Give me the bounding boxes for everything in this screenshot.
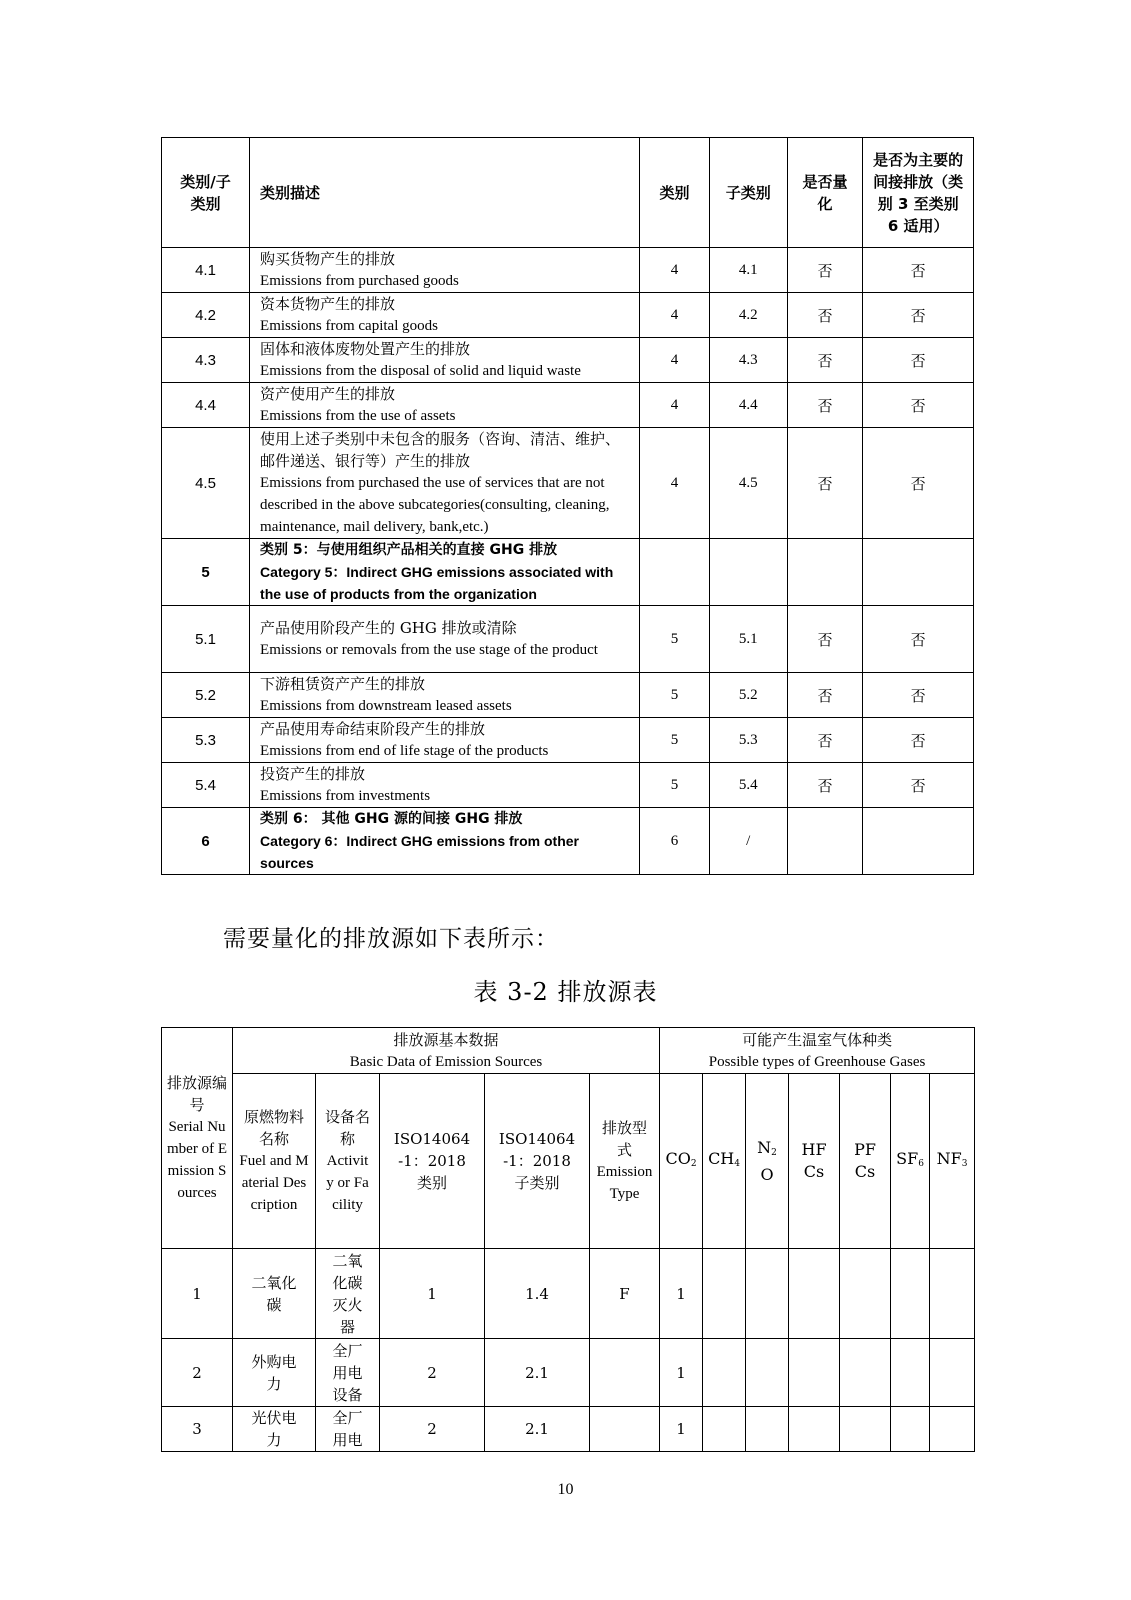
row-major: 否 [863, 763, 974, 808]
row-quantified: 否 [787, 248, 863, 293]
row-description-zh: 使用上述子类别中未包含的服务（咨询、清洁、维护、邮件递送、银行等）产生的排放 [260, 430, 621, 470]
header-type-en: Emission Type [596, 1164, 653, 1202]
row-major: 否 [863, 673, 974, 718]
row-description [250, 606, 640, 673]
row-category: 5 [640, 606, 710, 673]
row-major [863, 808, 974, 875]
table-row [162, 428, 974, 539]
table-header-row [162, 138, 974, 248]
row-description [250, 718, 640, 763]
row-description-zh: 购买货物产生的排放 [260, 250, 396, 268]
row-n2o [746, 1249, 789, 1339]
row-code: 5.1 [162, 606, 250, 673]
row-iso-subcategory: 1.4 [485, 1249, 590, 1339]
row-major: 否 [863, 293, 974, 338]
row-description [250, 763, 640, 808]
table-row [162, 763, 974, 808]
table-row [162, 248, 974, 293]
header-gases-zh: 可能产生温室气体种类 [742, 1030, 893, 1049]
row-description-zh: 固体和液体废物处置产生的排放 [260, 340, 471, 358]
header-gas-ch4: $CH_4$ [703, 1074, 746, 1249]
row-subcategory: 4.5 [709, 428, 787, 539]
row-major: 否 [863, 428, 974, 539]
row-quantified: 否 [787, 673, 863, 718]
row-subcategory: 4.4 [709, 383, 787, 428]
row-description [250, 428, 640, 539]
row-description-zh: 产品使用阶段产生的 GHG 排放或清除 [260, 619, 517, 637]
row-quantified: 否 [787, 763, 863, 808]
row-major: 否 [863, 248, 974, 293]
header-serial [162, 1028, 233, 1249]
row-fuel: 外购电力 [233, 1339, 316, 1407]
row-description-en: Emissions from downstream leased assets [260, 698, 512, 714]
row-description-en: Category 6：Indirect GHG emissions from other sources [260, 833, 580, 871]
row-description-zh: 资本货物产生的排放 [260, 295, 396, 313]
row-code: 4.5 [162, 428, 250, 539]
header-row-1 [162, 1028, 975, 1074]
row-pfcs [840, 1249, 891, 1339]
header-fuel-en: Fuel and Material Description [239, 1153, 309, 1213]
row-fuel: 二氧化碳 [233, 1249, 316, 1339]
row-iso-subcategory: 2.1 [485, 1407, 590, 1452]
row-facility: 二氧化碳灭火器 [316, 1249, 380, 1339]
row-emission-type [590, 1339, 660, 1407]
header-emission-type [590, 1074, 660, 1249]
row-category: 5 [640, 718, 710, 763]
row-major: 否 [863, 338, 974, 383]
header-gas-hfcs: HFCs [789, 1074, 840, 1249]
row-serial: 2 [162, 1339, 233, 1407]
row-category: 5 [640, 763, 710, 808]
header-iso-subcategory: ISO14064-1：2018 子类别 [485, 1074, 590, 1249]
row-ch4 [703, 1339, 746, 1407]
row-description [250, 673, 640, 718]
header-gas-pfcs: PFCs [840, 1074, 891, 1249]
row-pfcs [840, 1407, 891, 1452]
table-row [162, 338, 974, 383]
row-quantified: 否 [787, 428, 863, 539]
row-subcategory: / [709, 808, 787, 875]
header-description: 类别描述 [250, 138, 640, 248]
row-co2: 1 [660, 1339, 703, 1407]
row-description-en: Emissions from the disposal of solid and liquid waste [260, 363, 581, 379]
row-emission-type: F [590, 1249, 660, 1339]
row-quantified: 否 [787, 383, 863, 428]
header-category: 类别 [640, 138, 710, 248]
row-hfcs [789, 1339, 840, 1407]
row-subcategory: 5.4 [709, 763, 787, 808]
header-quantified: 是否量化 [787, 138, 863, 248]
row-description-en: Emissions from purchased goods [260, 273, 459, 289]
row-description-zh: 资产使用产生的排放 [260, 385, 396, 403]
header-row-2 [162, 1074, 975, 1249]
row-subcategory: 4.1 [709, 248, 787, 293]
intro-text: 需要量化的排放源如下表所示： [223, 926, 559, 952]
row-description-en: Category 5：Indirect GHG emissions associated with the use of products from the organization [260, 564, 614, 602]
header-gas-n2o: $N_2$ O [746, 1074, 789, 1249]
row-quantified: 否 [787, 718, 863, 763]
row-code: 5.3 [162, 718, 250, 763]
row-code: 4.3 [162, 338, 250, 383]
row-subcategory: 4.3 [709, 338, 787, 383]
row-major: 否 [863, 383, 974, 428]
header-gas-co2: $CO_2$ [660, 1074, 703, 1249]
row-subcategory: 5.3 [709, 718, 787, 763]
row-serial: 1 [162, 1249, 233, 1339]
row-code: 4.2 [162, 293, 250, 338]
row-code: 5.2 [162, 673, 250, 718]
row-ch4 [703, 1249, 746, 1339]
row-iso-subcategory: 2.1 [485, 1339, 590, 1407]
header-serial-en: Serial Number of Emission Sources [167, 1119, 227, 1201]
row-facility: 全厂用电设备 [316, 1339, 380, 1407]
row-sf6 [891, 1339, 930, 1407]
header-iso-category: ISO14064-1：2018 类别 [380, 1074, 485, 1249]
row-fuel: 光伏电力 [233, 1407, 316, 1452]
header-gases-en: Possible types of Greenhouse Gases [708, 1053, 926, 1070]
row-description [250, 248, 640, 293]
table-caption: 表 3-2 排放源表 [473, 978, 658, 1006]
row-description [250, 383, 640, 428]
row-subcategory: 5.1 [709, 606, 787, 673]
row-quantified [787, 808, 863, 875]
row-iso-category: 1 [380, 1249, 485, 1339]
table-row [162, 808, 974, 875]
header-fuel [233, 1074, 316, 1249]
row-co2: 1 [660, 1407, 703, 1452]
row-category: 4 [640, 428, 710, 539]
row-iso-category: 2 [380, 1407, 485, 1452]
header-major-indirect: 是否为主要的间接排放（类别 3 至类别 6 适用） [863, 138, 974, 248]
row-description-en: Emissions from investments [260, 788, 431, 804]
row-nf3 [930, 1407, 975, 1452]
row-hfcs [789, 1249, 840, 1339]
row-pfcs [840, 1339, 891, 1407]
table-row [162, 293, 974, 338]
row-category: 4 [640, 383, 710, 428]
header-gas-sf6: $SF_6$ [891, 1074, 930, 1249]
row-description [250, 293, 640, 338]
row-description [250, 539, 640, 606]
row-category: 6 [640, 808, 710, 875]
table-row [162, 718, 974, 763]
row-description-zh: 下游租赁资产产生的排放 [260, 675, 426, 693]
header-basic-zh: 排放源基本数据 [393, 1030, 499, 1049]
row-description [250, 808, 640, 875]
row-description-en: Emissions from end of life stage of the products [260, 743, 549, 759]
header-serial-zh: 排放源编号 [166, 1074, 227, 1114]
row-category: 4 [640, 338, 710, 383]
row-nf3 [930, 1339, 975, 1407]
row-description-en: Emissions from purchased the use of services that are not described in the above subcategories(consulting, cleaning, maintenance, mail delivery, bank,etc.) [260, 475, 610, 535]
row-code: 5.4 [162, 763, 250, 808]
row-description-en: Emissions or removals from the use stage of the product [260, 642, 598, 658]
row-facility: 全厂用电 [316, 1407, 380, 1452]
header-basic-data [233, 1028, 660, 1074]
row-co2: 1 [660, 1249, 703, 1339]
header-type-zh: 排放型式 [602, 1119, 648, 1159]
header-gases [660, 1028, 975, 1074]
row-description-zh: 类别 5：与使用组织产品相关的直接 GHG 排放 [260, 542, 558, 558]
row-major [863, 539, 974, 606]
row-subcategory [709, 539, 787, 606]
header-gas-nf3: $NF_3$ [930, 1074, 975, 1249]
row-quantified: 否 [787, 606, 863, 673]
row-sf6 [891, 1407, 930, 1452]
header-facility [316, 1074, 380, 1249]
row-quantified: 否 [787, 338, 863, 383]
table-row [162, 673, 974, 718]
table-row [162, 383, 974, 428]
table-row [162, 606, 974, 673]
header-facility-zh: 设备名称 [324, 1108, 370, 1148]
header-category-sub: 类别/子类别 [162, 138, 250, 248]
row-n2o [746, 1407, 789, 1452]
row-emission-type [590, 1407, 660, 1452]
row-n2o [746, 1339, 789, 1407]
row-description-zh: 产品使用寿命结束阶段产生的排放 [260, 720, 486, 738]
table-row [162, 1407, 975, 1452]
page-number: 10 [557, 1481, 574, 1498]
table-row [162, 1249, 975, 1339]
row-subcategory: 4.2 [709, 293, 787, 338]
header-fuel-zh: 原燃物料名称 [243, 1108, 304, 1148]
row-iso-category: 2 [380, 1339, 485, 1407]
row-subcategory: 5.2 [709, 673, 787, 718]
row-quantified [787, 539, 863, 606]
row-category [640, 539, 710, 606]
row-description-en: Emissions from the use of assets [260, 408, 456, 424]
row-description-zh: 类别 6： 其他 GHG 源的间接 GHG 排放 [260, 811, 523, 827]
row-category: 5 [640, 673, 710, 718]
row-category: 4 [640, 293, 710, 338]
header-basic-en: Basic Data of Emission Sources [349, 1053, 543, 1070]
table-row [162, 1339, 975, 1407]
row-category: 4 [640, 248, 710, 293]
row-hfcs [789, 1407, 840, 1452]
table-row [162, 539, 974, 606]
header-subcategory: 子类别 [709, 138, 787, 248]
row-major: 否 [863, 718, 974, 763]
category-table [161, 137, 974, 875]
row-description [250, 338, 640, 383]
row-ch4 [703, 1407, 746, 1452]
row-sf6 [891, 1249, 930, 1339]
row-code: 4.4 [162, 383, 250, 428]
row-serial: 3 [162, 1407, 233, 1452]
row-code: 5 [162, 539, 250, 606]
emission-sources-table [161, 1027, 975, 1452]
header-facility-en: Activity or Facility [326, 1153, 369, 1213]
row-description-zh: 投资产生的排放 [260, 765, 366, 783]
row-description-en: Emissions from capital goods [260, 318, 438, 334]
row-code: 4.1 [162, 248, 250, 293]
row-nf3 [930, 1249, 975, 1339]
row-quantified: 否 [787, 293, 863, 338]
row-major: 否 [863, 606, 974, 673]
row-code: 6 [162, 808, 250, 875]
